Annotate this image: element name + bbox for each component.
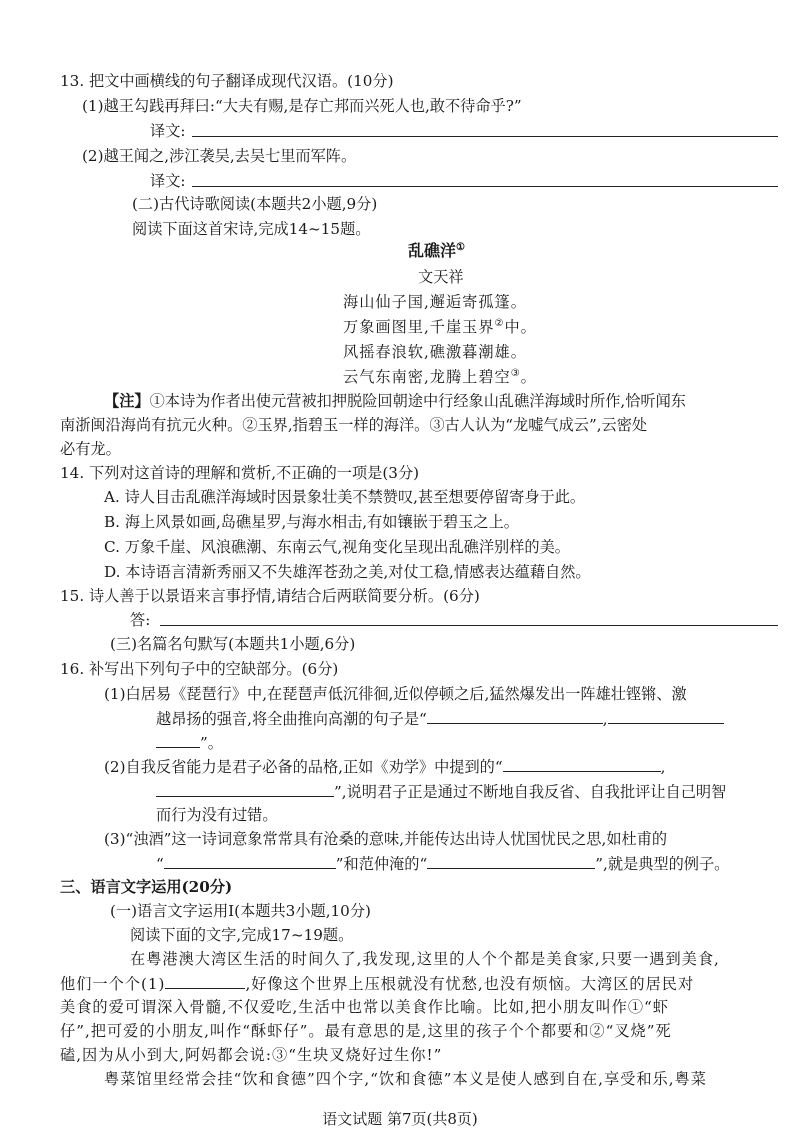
- q15-stem: 15. 诗人善于以景语来言事抒情,请结合后两联简要分析。(6分): [60, 587, 480, 605]
- q16-part2-line1: (2)自我反省能力是君子必备的品格,正如《劝学》中提到的“ ,: [104, 755, 665, 778]
- q16-part2-line3: 而行为没有过错。: [156, 806, 278, 824]
- q16-part1-blank-2b[interactable]: [156, 731, 200, 748]
- passage-line-4: 仔”,把可爱的小朋友,叫作“酥虾仔”。最有意思的是,这里的孩子个个都要和②“叉烧”死: [60, 1022, 672, 1040]
- passage-line-3: 美食的爱可谓深入骨髓,不仅爱吃,生活中也常以美食作比喻。比如,把小朋友叫作①“虾: [60, 998, 669, 1016]
- q16-part1-line3: ”。: [156, 731, 223, 754]
- poem-line-1: 海山仙子国,邂逅寄孤篷。: [343, 293, 527, 311]
- recite-section-heading: (三)名篇名句默写(本题共1小题,6分): [110, 635, 356, 653]
- q16-part2-blank-1[interactable]: [503, 755, 661, 772]
- q13-sentence-1: (1)越王勾践再拜曰:“大夫有赐,是存亡邦而兴死人也,敢不待命乎?”: [82, 97, 522, 115]
- q15-answer-line[interactable]: [160, 625, 778, 626]
- q16-part1-line2: 越昂扬的强音,将全曲推向高潮的句子是“ ,: [156, 707, 724, 730]
- part3-heading: 三、语言文字运用(20分): [60, 878, 233, 896]
- q16-part2-blank-2[interactable]: [156, 780, 334, 797]
- q16-part3-line2: “ ”和范仲淹的“ ”,就是典型的例子。: [156, 852, 729, 875]
- poem-line-2: 万象画图里,千崖玉界②中。: [343, 318, 537, 336]
- q16-stem: 16. 补写出下列句子中的空缺部分。(6分): [60, 660, 339, 678]
- q14-option-b[interactable]: B. 海上风景如画,岛礁星罗,与海水相击,有如镶嵌于碧玉之上。: [104, 513, 519, 531]
- poem-line-3: 风摇春浪软,礁激暮潮雄。: [343, 343, 527, 361]
- passage-line-2: 他们一个个(1) ,好像这个世界上压根就没有忧愁,也没有烦恼。大湾区的居民对: [60, 972, 694, 995]
- q13-sentence-2: (2)越王闻之,涉江袭吴,去吴七里而军阵。: [82, 147, 357, 165]
- passage-blank-1[interactable]: [165, 972, 245, 989]
- poem-author: 文天祥: [418, 268, 464, 286]
- part3-intro: 阅读下面的文字,完成17~19题。: [130, 926, 354, 944]
- q13-translate-label-2: 译文:: [150, 172, 186, 190]
- passage-line-1: 在粤港澳大湾区生活的时间久了,我发现,这里的人个个都是美食家,只要一遇到美食,: [130, 950, 720, 968]
- q13-stem: 13. 把文中画横线的句子翻译成现代汉语。(10分): [60, 72, 394, 90]
- q14-option-d[interactable]: D. 本诗语言清新秀丽又不失雄浑苍劲之美,对仗工稳,情感表达蕴藉自然。: [104, 563, 591, 581]
- q16-part3-blank-1[interactable]: [164, 852, 336, 869]
- poetry-intro: 阅读下面这首宋诗,完成14~15题。: [132, 220, 371, 238]
- passage-line-6: 粤菜馆里经常会挂“饮和食德”四个字,“饮和食德”本义是使人感到自在,享受和乐,粤菜: [104, 1070, 707, 1088]
- q16-part1-blank-2a[interactable]: [608, 707, 724, 724]
- q16-part3-line1: (3)“浊酒”这一诗词意象常常具有沧桑的意味,并能传达出诗人忧国忧民之思,如杜甫的: [104, 830, 668, 848]
- q13-answer-line-1[interactable]: [192, 136, 778, 137]
- q16-part3-blank-2[interactable]: [427, 852, 595, 869]
- poem-note-line-1: 【注】①本诗为作者出使元营被扣押脱险回朝途中行经象山乱礁洋海域时所作,恰听闻东: [104, 392, 686, 410]
- poetry-section-heading: (二)古代诗歌阅读(本题共2小题,9分): [132, 195, 378, 213]
- poem-note-line-3: 必有龙。: [60, 440, 121, 458]
- q14-stem: 14. 下列对这首诗的理解和赏析,不正确的一项是(3分): [60, 464, 420, 482]
- q16-part1-blank-1[interactable]: [427, 707, 603, 724]
- poem-title: 乱礁洋①: [408, 241, 465, 260]
- page-footer: 语文试题 第7页(共8页): [322, 1110, 478, 1128]
- q14-option-c[interactable]: C. 万象千崖、风浪礁潮、东南云气,视角变化呈现出乱礁洋别样的美。: [104, 538, 570, 556]
- q16-part1-line1: (1)白居易《琵琶行》中,在琵琶声低沉徘徊,近似停顿之后,猛然爆发出一阵雄壮铿锵、激: [104, 685, 687, 703]
- poem-line-4: 云气东南密,龙腾上碧空③。: [343, 368, 537, 386]
- poem-note-line-2: 南浙闽沿海尚有抗元火种。②玉界,指碧玉一样的海洋。③古人认为“龙嘘气成云”,云密处: [60, 416, 648, 434]
- part3-section-heading: (一)语言文字运用Ⅰ(本题共3小题,10分): [110, 902, 371, 920]
- q14-option-a[interactable]: A. 诗人目击乱礁洋海域时因景象壮美不禁赞叹,甚至想要停留寄身于此。: [104, 488, 586, 506]
- q13-translate-label-1: 译文:: [150, 122, 186, 140]
- q15-answer-label: 答:: [130, 611, 151, 629]
- q16-part2-line2: ”,说明君子正是通过不断地自我反省、自我批评让自己明智: [156, 780, 726, 803]
- passage-line-5: 磕,因为从小到大,阿妈都会说:③“生块叉烧好过生你!”: [60, 1046, 443, 1064]
- q13-answer-line-2[interactable]: [192, 186, 778, 187]
